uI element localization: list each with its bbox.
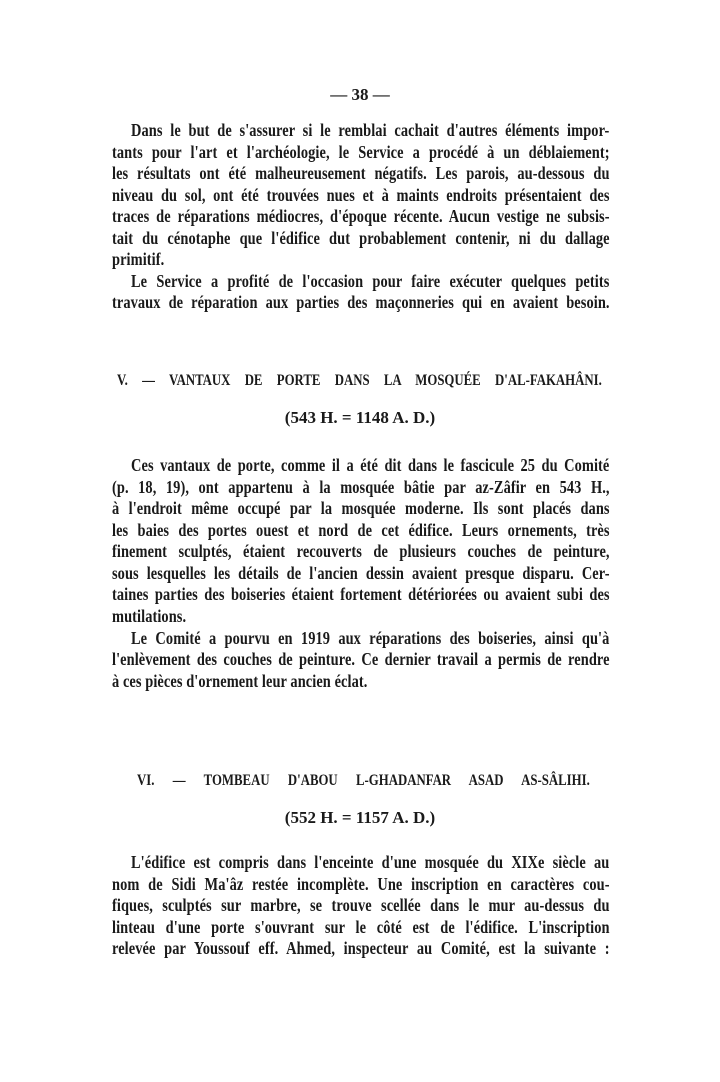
text-line: à l'endroit même occupé par la mosquée moderne. Ils sont placés dans — [112, 498, 610, 518]
text-line: à ces pièces d'ornement leur ancien éclat. — [112, 671, 368, 691]
text-line: linteau d'une porte s'ouvrant sur le côté est de l'édifice. L'inscription — [112, 917, 610, 937]
text-line: les baies des portes ouest et nord de cet édifice. Leurs ornements, très — [112, 520, 610, 540]
text-line: primitif. — [112, 249, 165, 269]
text-line: tants pour l'art et l'archéologie, le Service a procédé à un déblaiement; — [112, 142, 610, 162]
text-line: travaux de réparation aux parties des maçonneries qui en avaient besoin. — [112, 292, 610, 312]
text-line: mutilations. — [112, 606, 187, 626]
text-line: taines parties des boiseries étaient fortement détériorées ou avaient subi des — [112, 584, 610, 604]
text-line: nom de Sidi Ma'âz restée incomplète. Une inscription en caractères cou- — [112, 874, 610, 894]
section-heading: VI. — TOMBEAU D'ABOU L-GHADANFAR ASAD AS-SÂLIHI. — [137, 772, 590, 789]
text-line: sous lesquelles les détails de l'ancien dessin avaient presque disparu. Cer- — [112, 563, 610, 583]
text-line: fiques, sculptés sur marbre, se trouve scellée dans le mur au-dessus du — [112, 895, 610, 915]
text-line: L'édifice est compris dans l'enceinte d'une mosquée du XIXe siècle au — [131, 852, 610, 872]
text-line: (p. 18, 19), ont appartenu à la mosquée bâtie par az-Zâfir en 543 H., — [112, 477, 610, 497]
page-number: — 38 — — [330, 85, 390, 104]
text-line: tait du cénotaphe que l'édifice dut probablement contenir, ni du dallage — [112, 228, 610, 248]
text-line: Le Comité a pourvu en 1919 aux réparations des boiseries, ainsi qu'à — [131, 628, 610, 648]
text-line: finement sculptés, étaient recouverts de plusieurs couches de peinture, — [112, 541, 610, 561]
text-line: Le Service a profité de l'occasion pour faire exécuter quelques petits — [131, 271, 610, 291]
section-date: (543 H. = 1148 A. D.) — [284, 408, 436, 427]
text-line: traces de réparations médiocres, d'époque récente. Aucun vestige ne subsis- — [112, 206, 610, 226]
section-date: (552 H. = 1157 A. D.) — [284, 808, 436, 827]
text-line: niveau du sol, ont été trouvées nues et à maints endroits présentaient des — [112, 185, 610, 205]
section-heading: V. — VANTAUX DE PORTE DANS LA MOSQUÉE D'AL-FAKAHÂNI. — [117, 372, 602, 389]
text-line: l'enlèvement des couches de peinture. Ce dernier travail a permis de rendre — [112, 649, 610, 669]
text-line: les résultats ont été malheureusement négatifs. Les parois, au-dessous du — [112, 163, 610, 183]
text-line: Ces vantaux de porte, comme il a été dit dans le fascicule 25 du Comité — [131, 455, 610, 475]
text-line: relevée par Youssouf eff. Ahmed, inspecteur au Comité, est la suivante : — [112, 938, 610, 958]
text-line: Dans le but de s'assurer si le remblai cachait d'autres éléments impor- — [131, 120, 610, 140]
